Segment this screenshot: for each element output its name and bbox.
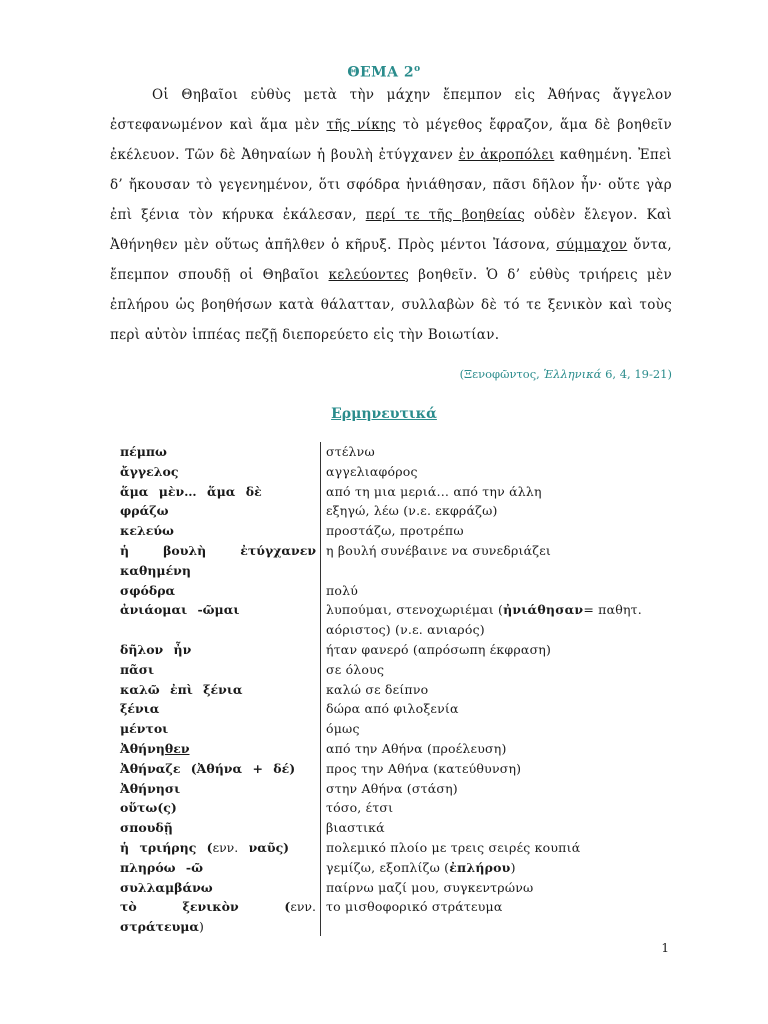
glossary-term: ἡ τριήρης (ενν. ναῦς)	[120, 839, 290, 855]
glossary-definition: παίρνω μαζί μου, συγκεντρώνω	[326, 879, 534, 895]
glossary-definition: αγγελιαφόρος	[326, 463, 418, 479]
glossary-definition: λυπούμαι, στενοχωριέμαι (ἠνιάθησαν= παθητ. αόριστος) (ν.ε. ανιαρός)	[326, 602, 642, 638]
glossary-definition: το μισθοφορικό στράτευμα	[326, 899, 503, 915]
glossary-definition: στην Αθήνα (στάση)	[326, 780, 458, 796]
glossary-term: Ἀθήναζε (Ἀθήνα + δέ)	[120, 760, 296, 776]
underlined-phrase: σύμμαχον	[556, 237, 628, 253]
underlined-phrase: ἐν ἀκροπόλει	[458, 147, 555, 163]
glossary-definition: δώρα από φιλοξενία	[326, 701, 459, 717]
glossary-term: τὸ ξενικὸν (ενν. στράτευμα)	[120, 899, 316, 935]
ancient-greek-passage: Οἱ Θηβαῖοι εὐθὺς μετὰ τὴν μάχην ἔπεμπον εἰς Ἀθήνας ἄγγελον ἐστεφανωμένον καὶ ἅμα μὲν τῆς νίκης τὸ μέγεθος ἔφραζον, ἅμα δὲ βοηθεῖν ἐκέλευον. Τῶν δὲ Ἀθηναίων ἡ βουλὴ ἐτύγχανεν ἐν ἀκροπόλει καθημένη. Ἐπεὶ δ’ ἤκουσαν τὸ γεγενημένον, ὅτι σφόδρα ἠνιάθησαν, πᾶσι δῆλον ἦν· οὔτε γὰρ ἐπὶ ξένια τὸν κήρυκα ἐκάλεσαν, περί τε τῆς βοηθείας οὐδὲν ἔλεγον. Καὶ Ἀθήνηθεν μὲν οὕτως ἀπῆλθεν ὁ κῆρυξ. Πρὸς μέντοι Ἰάσονα, σύμμαχον ὄντα, ἔπεμπον σπουδῇ οἱ Θηβαῖοι κελεύοντες βοηθεῖν. Ὁ δ’ εὐθὺς τριήρεις μὲν ἐπλήρου ὡς βοηθήσων κατὰ θάλατταν, συλλαβὼν δὲ τό τε ξενικὸν καὶ τοὺς περὶ αὐτὸν ἱππέας πεζῇ διεπορεύετο εἰς τὴν Βοιωτίαν.	[110, 87, 672, 343]
glossary-term: ἀνιάομαι -ῶμαι	[120, 602, 240, 618]
glossary-row	[120, 521, 680, 541]
glossary-term: κελεύω	[120, 523, 174, 539]
underlined-phrase: κελεύοντες	[328, 267, 410, 283]
glossary-row	[120, 818, 680, 838]
glossary-definition: καλώ σε δείπνο	[326, 681, 429, 697]
glossary-row	[120, 699, 680, 719]
glossary-definition: από τη μια μεριά… από την άλλη	[326, 483, 542, 499]
glossary-row	[120, 719, 680, 739]
glossary-definition: γεμίζω, εξοπλίζω (ἐπλήρου)	[326, 859, 516, 875]
underlined-phrase: περί τε τῆς βοηθείας	[365, 207, 526, 223]
glossary-definition: ήταν φανερό (απρόσωπη έκφραση)	[326, 641, 552, 657]
underlined-phrase: τῆς νίκης	[326, 117, 397, 133]
page-number: 1	[661, 941, 669, 955]
glossary-row	[120, 779, 680, 799]
glossary-row	[120, 501, 680, 521]
glossary-definition: σε όλους	[326, 661, 385, 677]
glossary-row	[120, 897, 680, 937]
glossary-table	[120, 442, 680, 937]
glossary-row	[120, 878, 680, 898]
glossary-row	[120, 462, 680, 482]
glossary-heading: Ερμηνευτικά	[331, 406, 437, 422]
exercise-title: ΘΕΜΑ $2^o$	[347, 64, 421, 81]
glossary-term: ἅμα μὲν… ἅμα δὲ	[120, 483, 262, 499]
glossary-row	[120, 759, 680, 779]
glossary-row	[120, 442, 680, 462]
glossary-term: συλλαμβάνω	[120, 879, 213, 895]
glossary-term: Ἀθήνησι	[120, 780, 181, 796]
glossary-row	[120, 660, 680, 680]
glossary-row	[120, 541, 680, 581]
glossary-term: ἄγγελος	[120, 463, 179, 479]
glossary-definition: εξηγώ, λέω (ν.ε. εκφράζω)	[326, 503, 498, 519]
glossary-definition: όμως	[326, 721, 360, 737]
glossary-row	[120, 640, 680, 660]
glossary-term: δῆλον ἦν	[120, 641, 192, 657]
glossary-definition: προστάζω, προτρέπω	[326, 523, 464, 539]
glossary-definition: προς την Αθήνα (κατεύθυνση)	[326, 760, 522, 776]
glossary-definition: από την Αθήνα (προέλευση)	[326, 740, 507, 756]
glossary-row	[120, 858, 680, 878]
glossary-row	[120, 680, 680, 700]
glossary-row	[120, 798, 680, 818]
glossary-term: μέντοι	[120, 721, 169, 737]
glossary-term: φράζω	[120, 503, 169, 519]
glossary-term: πέμπω	[120, 444, 167, 459]
glossary-definition: πολεμικό πλοίο με τρεις σειρές κουπιά	[326, 839, 581, 855]
glossary-definition: η βουλή συνέβαινε να συνεδριάζει	[326, 542, 552, 558]
glossary-row	[120, 482, 680, 502]
glossary-term: καλῶ ἐπὶ ξένια	[120, 681, 243, 697]
glossary-term: σπουδῇ	[120, 820, 173, 836]
source-citation: (Ξενοφῶντος, Ἑλληνικά 6, 4, 19-21)	[459, 367, 672, 381]
glossary-definition: τόσο, έτσι	[326, 800, 394, 816]
glossary-row	[120, 838, 680, 858]
glossary-term: πᾶσι	[120, 661, 155, 677]
glossary-row	[120, 581, 680, 601]
glossary-row	[120, 739, 680, 759]
glossary-term: Ἀθήνηθεν	[120, 740, 190, 756]
glossary-definition: στέλνω	[326, 444, 375, 459]
glossary-term: ἡ βουλὴ ἐτύγχανεν καθημένη	[120, 542, 316, 578]
glossary-term: σφόδρα	[120, 582, 176, 598]
glossary-row	[120, 600, 680, 640]
glossary-term: οὕτω(ς)	[120, 800, 177, 816]
glossary-definition: πολύ	[326, 582, 359, 598]
glossary-term: πληρόω -ῶ	[120, 859, 203, 875]
glossary-term: ξένια	[120, 701, 160, 717]
glossary-definition: βιαστικά	[326, 820, 385, 836]
